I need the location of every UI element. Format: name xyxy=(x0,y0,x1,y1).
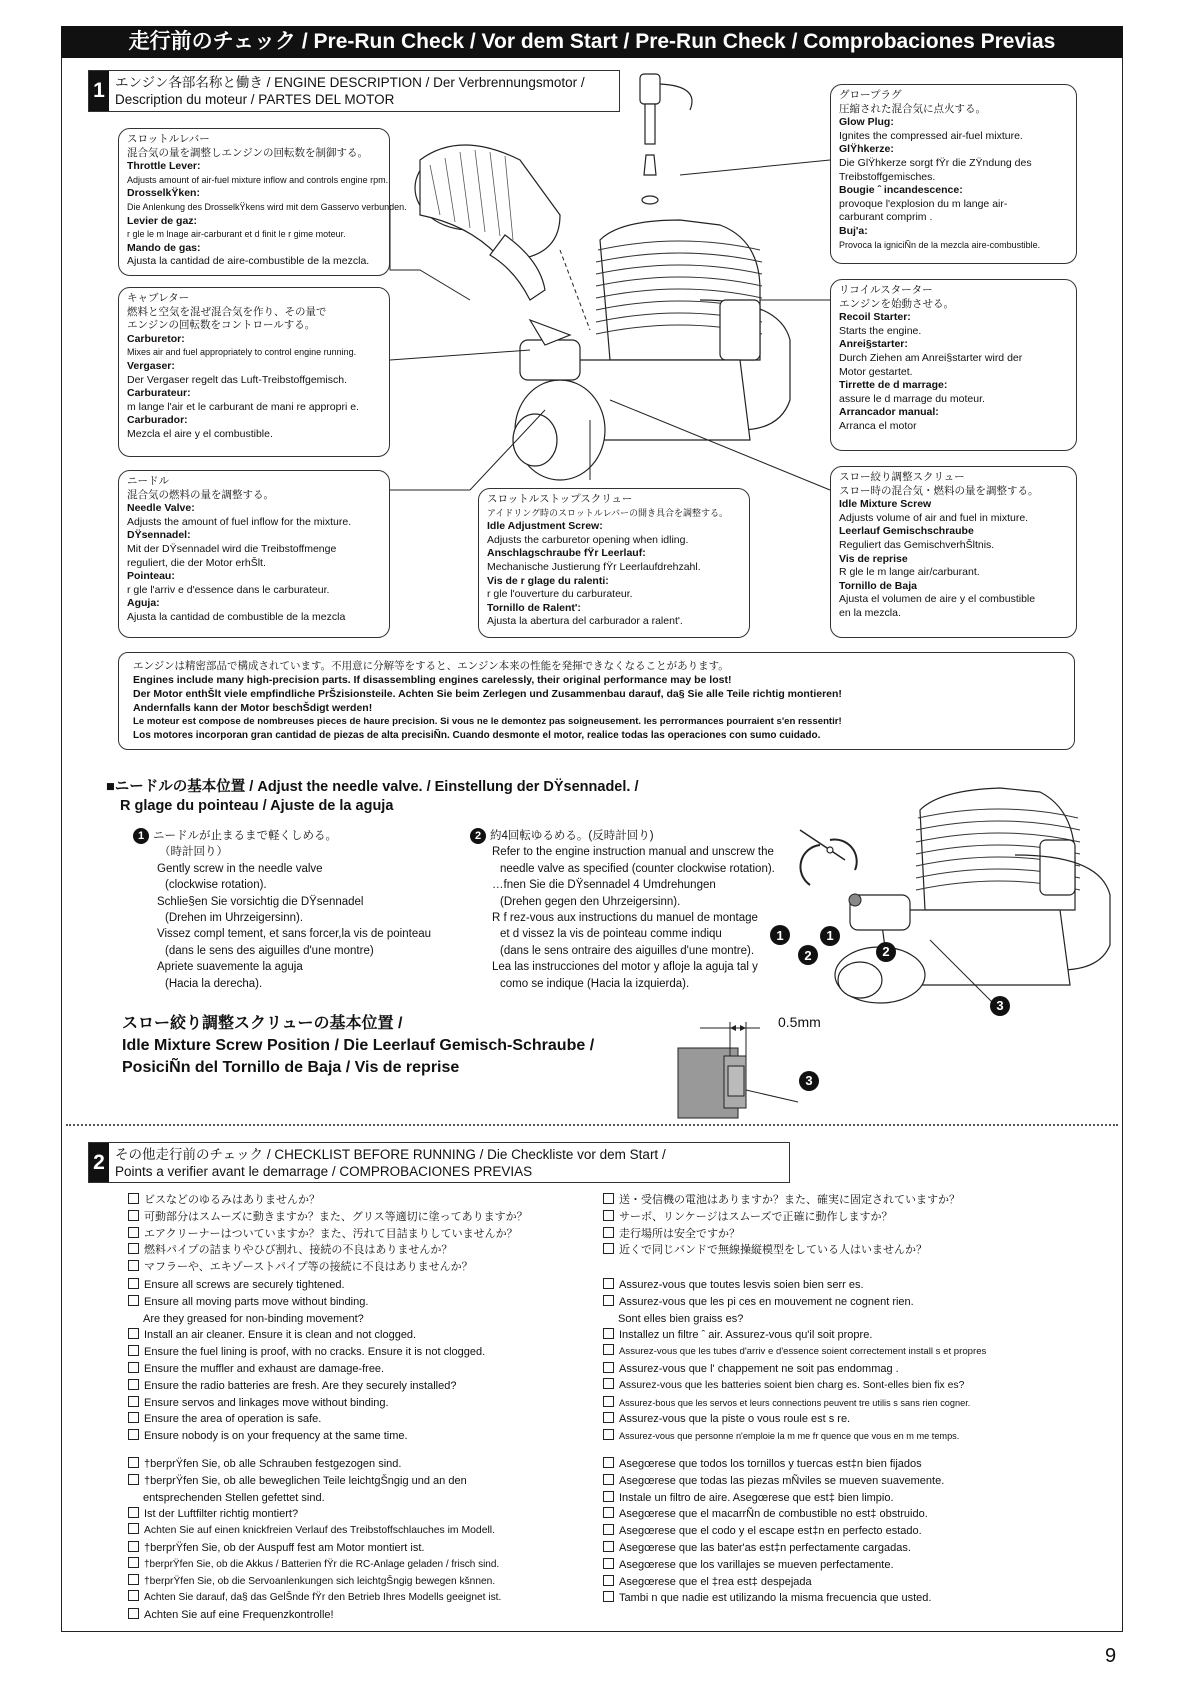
square-bullet-icon: ■ xyxy=(106,779,115,795)
box-line: Glow Plug: xyxy=(839,116,894,129)
checklist-item[interactable] xyxy=(128,1557,501,1574)
warning-line: Los motores incorporan gran cantidad de piezas de alta precisiÑn. Cuando desmonte el motor, realice todas las operaciones con sumo cuidado. xyxy=(133,730,821,741)
box-line: Die GlŸhkerze sorgt fŸr die ZŸndung des xyxy=(839,156,1032,169)
checkbox[interactable] xyxy=(128,1210,139,1221)
needle-valve-box xyxy=(118,470,390,638)
section-title-line: Points a verifier avant le demarrage / COMPROBACIONES PREVIAS xyxy=(115,1164,533,1179)
glow-plug-illustration xyxy=(640,74,692,204)
checklist-text: Sont elles bien graiss es? xyxy=(618,1312,744,1325)
checklist-text: Assurez-vous que la piste o vous roule est s re. xyxy=(619,1413,851,1426)
checklist-item[interactable] xyxy=(603,1523,944,1540)
box-line: Mixes air and fuel appropriately to control engine running. xyxy=(127,347,357,358)
checkbox[interactable] xyxy=(603,1575,614,1586)
box-line: エンジンを始動させる。 xyxy=(839,297,954,310)
checklist-text: ビスなどのゆるみはありませんか？ xyxy=(144,1194,320,1206)
checklist-text: Asegœrese que el macarrÑn de combustible no est‡ obstruido. xyxy=(619,1508,928,1521)
box-line: carburant comprim . xyxy=(839,211,933,224)
step-number-icon: 2 xyxy=(470,828,486,844)
checkbox[interactable] xyxy=(128,1474,139,1485)
idle-mixture-screw-box xyxy=(830,466,1077,638)
needle-header-line: R glage du pointeau / Ajuste de la aguja xyxy=(120,798,394,814)
box-line: r gle le m lnage air-carburant et d finit le r gime moteur. xyxy=(127,229,346,240)
box-line: 混合気の燃料の量を調整する。 xyxy=(127,488,274,501)
checkbox[interactable] xyxy=(603,1243,614,1254)
checklist-text: Assurez-vous que les pi ces en mouvement ne cognent rien. xyxy=(619,1295,914,1308)
checkbox[interactable] xyxy=(603,1227,614,1238)
checkbox[interactable] xyxy=(128,1557,139,1568)
checkbox[interactable] xyxy=(603,1362,614,1373)
box-line: Carburador: xyxy=(127,414,188,427)
checklist-jp-right xyxy=(603,1192,960,1259)
checkbox[interactable] xyxy=(603,1378,614,1389)
checklist-text: エアクリーナーはついていますか？また、汚れて目詰まりしていませんか？ xyxy=(144,1227,518,1240)
checklist-item[interactable] xyxy=(128,1523,501,1540)
checkbox[interactable] xyxy=(128,1457,139,1468)
checklist-text: †berprŸfen Sie, ob die Akkus / Batterien fŸr die RC-Anlage geladen / frisch sind. xyxy=(144,1558,500,1570)
checkbox[interactable] xyxy=(128,1507,139,1518)
checklist-item[interactable] xyxy=(603,1506,944,1523)
checkbox[interactable] xyxy=(128,1278,139,1289)
checklist-text: Assurez-vous que personne n'emploie la m me fr quence que vous en m me temps. xyxy=(619,1431,960,1442)
checklist-item[interactable] xyxy=(603,1361,986,1378)
page-number: 9 xyxy=(1105,1645,1117,1667)
checklist-text: 送・受信機の電池はありますか？また、確実に固定されていますか？ xyxy=(619,1194,960,1206)
step-line: Apriete suavemente la aguja xyxy=(157,961,303,974)
box-line: Levier de gaz: xyxy=(127,214,198,227)
checkbox[interactable] xyxy=(128,1243,139,1254)
step-line: et d vissez la vis de pointeau comme indiqu xyxy=(500,928,722,941)
checkbox[interactable] xyxy=(128,1193,139,1204)
checklist-text: Installez un filtre ˆ air. Assurez-vous qu'il soit propre. xyxy=(619,1329,873,1342)
step-line: (dans le sens des aiguilles d'une montre) xyxy=(165,944,374,957)
checklist-item[interactable] xyxy=(128,1540,501,1557)
box-line: Mechanische Justierung fŸr Leerlaufdrehzahl. xyxy=(487,560,701,573)
step-number-icon: 1 xyxy=(133,828,149,844)
box-line: reguliert, die der Motor erhŠlt. xyxy=(127,556,266,569)
checklist-item[interactable] xyxy=(603,1294,986,1311)
checklist-text: Ensure all screws are securely tightened. xyxy=(144,1279,345,1291)
checklist-item[interactable] xyxy=(128,1411,485,1428)
checklist-text: サーボ、リンケージはスムーズで正確に動作しますか？ xyxy=(619,1210,893,1223)
checkbox[interactable] xyxy=(603,1474,614,1485)
checklist-item[interactable] xyxy=(603,1344,986,1361)
checkbox[interactable] xyxy=(603,1295,614,1306)
box-line: ニードル xyxy=(127,475,169,487)
checklist-item[interactable] xyxy=(603,1590,944,1607)
glow-plug-box xyxy=(830,84,1077,264)
checklist-item[interactable] xyxy=(128,1590,501,1607)
step-line: como se indique (Hacia la izquierda). xyxy=(500,977,690,990)
box-line: Vis de reprise xyxy=(839,552,908,565)
box-line: Idle Mixture Screw xyxy=(839,498,932,511)
warning-box xyxy=(118,652,1075,750)
box-line: r gle l'arriv e d'essence dans le carburateur. xyxy=(127,583,330,596)
checklist-text: Assurez-vous que toutes lesvis soien bien serr es. xyxy=(619,1279,864,1291)
box-line: Arrancador manual: xyxy=(839,406,939,419)
callout-2-label: 2 xyxy=(804,948,812,963)
checkbox[interactable] xyxy=(128,1379,139,1390)
checkbox[interactable] xyxy=(603,1328,614,1339)
step-line: Vissez compl tement, et sans forcer,la vis de pointeau xyxy=(157,928,432,941)
callout-1-label: 1 xyxy=(776,928,784,943)
checklist-item[interactable] xyxy=(128,1192,528,1209)
checklist-text: Ensure the fuel lining is proof, with no cracks. Ensure it is not clogged. xyxy=(144,1346,486,1359)
checkbox[interactable] xyxy=(128,1590,139,1601)
checklist-item[interactable] xyxy=(128,1506,501,1523)
checklist-text: Asegœrese que todas las piezas mÑviles se mueven suavemente. xyxy=(619,1474,945,1487)
box-line: Tirrette de d marrage: xyxy=(839,379,948,392)
checklist-item[interactable] xyxy=(603,1226,960,1243)
air-cleaner-illustration xyxy=(415,145,560,300)
checkbox[interactable] xyxy=(128,1362,139,1373)
checklist-item[interactable] xyxy=(603,1456,944,1473)
checklist-text: Instale un filtro de aire. Asegœrese que est‡ bien limpio. xyxy=(619,1491,894,1504)
box-line: Vergaser: xyxy=(127,359,175,372)
checkbox[interactable] xyxy=(128,1227,139,1238)
checklist-item[interactable] xyxy=(603,1574,944,1591)
box-line: Ajusta el volumen de aire y el combustible xyxy=(839,593,1036,606)
warning-line: エンジンは精密部品で構成されています。不用意に分解等をすると、エンジン本来の性能を発揮できなくなることがあります。 xyxy=(133,660,729,672)
checklist-text: Assurez-bous que les servos et leurs connections peuvent tre utilis s sans rien cogner. xyxy=(619,1397,971,1408)
checklist-item[interactable] xyxy=(603,1557,944,1574)
checkbox[interactable] xyxy=(128,1541,139,1552)
checkbox[interactable] xyxy=(128,1295,139,1306)
box-line: Provoca la igniciÑn de la mezcla aire-combustible. xyxy=(839,239,1041,250)
engine-body-illustration xyxy=(513,220,790,480)
section-title-line: その他走行前のチェック / CHECKLIST BEFORE RUNNING / Die Checkliste vor dem Start / xyxy=(115,1147,666,1162)
checklist-item[interactable] xyxy=(128,1226,528,1243)
checkbox[interactable] xyxy=(603,1412,614,1423)
box-line: Adjusts the amount of fuel inflow for the mixture. xyxy=(127,515,352,528)
checklist-text: Asegœrese que las bater'as est‡n perfectamente cargadas. xyxy=(619,1541,911,1554)
box-line: r gle l'ouverture du carburateur. xyxy=(487,588,633,601)
checklist-fr xyxy=(603,1277,986,1445)
box-line: Aguja: xyxy=(127,597,160,610)
warning-line: Der Motor enthŠlt viele empfindliche PrŠzisionsteile. Achten Sie beim Zerlegen und Zusammenbau darauf, da§ Sie alle Teile richtig montieren! xyxy=(133,688,842,700)
checklist-text: Ensure the muffler and exhaust are damage-free. xyxy=(144,1362,385,1375)
checklist-item[interactable] xyxy=(128,1327,485,1344)
box-line: Recoil Starter: xyxy=(839,311,911,324)
checklist-text: Assurez-vous que l' chappement ne soit pas endommag . xyxy=(619,1362,899,1375)
checklist-text: Install an air cleaner. Ensure it is clean and not clogged. xyxy=(144,1329,417,1342)
needle-header-text: ニードルの基本位置 / Adjust the needle valve. / Einstellung der DŸsennadel. / xyxy=(114,779,639,795)
box-line: Buj'a: xyxy=(839,224,868,237)
box-line: Idle Adjustment Screw: xyxy=(487,520,603,533)
checkbox[interactable] xyxy=(128,1345,139,1356)
checklist-item[interactable] xyxy=(128,1361,485,1378)
step-line: 約4回転ゆるめる。(反時計回り) xyxy=(490,830,654,843)
box-line: Reguliert das GemischverhŠltnis. xyxy=(839,538,995,551)
checklist-text: マフラーや、エキゾーストパイプ等の接続に不良はありませんか？ xyxy=(144,1261,473,1274)
box-line: グロープラグ xyxy=(839,89,902,101)
checklist-text: 燃料パイプの詰まりやひび割れ、接続の不良はありませんか？ xyxy=(144,1244,453,1257)
checklist-text: Achten Sie darauf, da§ das GelŠnde fŸr den Betrieb Ihres Modells geeignet ist. xyxy=(144,1592,502,1604)
box-line: Die Anlenkung des DrosselkŸkens wird mit dem Gasservo verbunden. xyxy=(127,201,407,212)
box-line: アイドリング時のスロットルレバーの開き具合を調整する。 xyxy=(487,507,728,518)
step-line: (clockwise rotation). xyxy=(165,879,267,892)
dimension-label: 0.5mm xyxy=(778,1014,821,1030)
checklist-text: 近くで同じバンドで無線操縦模型をしている人はいませんか？ xyxy=(619,1244,927,1257)
checklist-text: Achten Sie auf eine Frequenzkontrolle! xyxy=(144,1609,334,1622)
checkbox[interactable] xyxy=(603,1344,614,1355)
checklist-item[interactable] xyxy=(603,1473,944,1490)
checklist-item[interactable] xyxy=(128,1456,501,1473)
checkbox[interactable] xyxy=(603,1591,614,1602)
box-line: Adjusts the carburetor opening when idling. xyxy=(487,533,689,546)
step-line: (Hacia la derecha). xyxy=(165,977,263,990)
checkbox[interactable] xyxy=(603,1210,614,1221)
step-line: （時計回り） xyxy=(159,846,228,859)
idle-adjustment-screw-box xyxy=(478,488,750,638)
section-2-title xyxy=(115,1146,785,1180)
checkbox[interactable] xyxy=(128,1396,139,1407)
box-line: Mando de gas: xyxy=(127,241,201,254)
box-line: Adjusts volume of air and fuel in mixture. xyxy=(839,511,1029,524)
step-line: Gently screw in the needle valve xyxy=(157,862,323,875)
box-line: キャブレター xyxy=(127,292,190,304)
box-line: Carburateur: xyxy=(127,387,191,400)
checkbox[interactable] xyxy=(128,1412,139,1423)
checklist-item[interactable] xyxy=(603,1327,986,1344)
box-line: Bougie ˆ incandescence: xyxy=(839,184,963,197)
box-line: Motor gestartet. xyxy=(839,365,913,378)
box-line: m lange l'air et le carburant de mani re appropri e. xyxy=(127,400,359,413)
checklist-text: Asegœrese que el codo y el escape est‡n en perfecto estado. xyxy=(619,1525,922,1538)
step-line: (Drehen gegen den Uhrzeigersinn). xyxy=(500,895,681,908)
checklist-text: Ensure all moving parts move without binding. xyxy=(144,1295,369,1308)
box-line: Carburetor: xyxy=(127,332,185,345)
box-line: Der Vergaser regelt das Luft-Treibstoffgemisch. xyxy=(127,373,348,386)
step-line: …fnen Sie die DŸsennadel 4 Umdrehungen xyxy=(492,879,716,892)
checkbox[interactable] xyxy=(128,1523,139,1534)
screw-position-diagram xyxy=(670,1012,870,1122)
callout-2: 2 xyxy=(876,942,896,962)
checkbox[interactable] xyxy=(128,1328,139,1339)
checkbox[interactable] xyxy=(128,1429,139,1440)
idle-position-line: スロー絞り調整スクリューの基本位置 / xyxy=(122,1015,403,1032)
checklist-item[interactable] xyxy=(603,1490,944,1507)
section-title-line: Description du moteur / PARTES DEL MOTOR xyxy=(115,92,395,107)
recoil-starter-box xyxy=(830,279,1077,451)
step-1 xyxy=(133,828,431,992)
checklist-en xyxy=(128,1277,485,1445)
box-line: Durch Ziehen am Anrei§starter wird der xyxy=(839,351,1023,364)
box-line: Anschlagschraube fŸr Leerlauf: xyxy=(487,547,646,560)
checkbox[interactable] xyxy=(603,1396,614,1407)
box-line: assure le d marrage du moteur. xyxy=(839,392,985,405)
checklist-es xyxy=(603,1456,944,1607)
section-number: 1 xyxy=(89,71,109,111)
checklist-text: Tambi n que nadie est utilizando la misma frecuencia que usted. xyxy=(619,1592,932,1605)
box-line: Ajusta la cantidad de aire-combustible de la mezcla. xyxy=(127,255,370,268)
checklist-item[interactable] xyxy=(603,1192,960,1209)
section-2-header xyxy=(88,1142,790,1183)
checkbox[interactable] xyxy=(603,1524,614,1535)
box-line: 燃料と空気を混ぜ混合気を作り、その量で xyxy=(127,305,327,318)
step-2 xyxy=(470,828,775,992)
checklist-text: 可動部分はスムーズに動きますか？また、グリス等適切に塗ってありますか？ xyxy=(144,1210,528,1223)
box-line: Throttle Lever: xyxy=(127,160,201,173)
checklist-item[interactable] xyxy=(128,1607,501,1624)
box-line: DŸsennadel: xyxy=(127,529,191,542)
page-title: 走行前のチェック / Pre-Run Check / Vor dem Start / Pre-Run Check / Comprobaciones Previas xyxy=(61,26,1123,58)
checklist-text: Ensure servos and linkages move without binding. xyxy=(144,1396,389,1409)
checklist-text: Assurez-vous que les tubes d'arriv e d'essence soient correctement install s et propres xyxy=(619,1346,987,1358)
checklist-text: 走行場所は安全ですか？ xyxy=(619,1227,740,1240)
checklist-item[interactable] xyxy=(128,1294,485,1311)
warning-line: Engines include many high-precision parts. If disassembling engines carelessly, their original performance may be lost! xyxy=(133,674,732,686)
checklist-text: Ist der Luftfilter richtig montiert? xyxy=(144,1508,299,1521)
step-line: (Drehen im Uhrzeigersinn). xyxy=(165,912,304,925)
checkbox[interactable] xyxy=(603,1193,614,1204)
box-line: Treibstoffgemisches. xyxy=(839,170,936,183)
checklist-text: Ensure the area of operation is safe. xyxy=(144,1413,322,1426)
box-line: スロー時の混合気・燃料の量を調整する。 xyxy=(839,484,1039,497)
checklist-item[interactable] xyxy=(603,1277,986,1294)
throttle-lever-box xyxy=(118,128,407,276)
box-line: DrosselkŸken: xyxy=(127,187,200,200)
step-line: R f rez-vous aux instructions du manuel de montage xyxy=(492,912,758,925)
callout-3-lower: 3 xyxy=(799,1071,819,1091)
checklist-jp-left xyxy=(128,1192,528,1276)
warning-line: Le moteur est compose de nombreuses pieces de haure precision. Si vous ne le demontez pas soigneusement. les perrormances pourraient s'en ressentir! xyxy=(133,716,842,727)
checklist-text: entsprechenden Stellen gefettet sind. xyxy=(143,1491,325,1504)
idle-position-line: PosiciÑn del Tornillo de Baja / Vis de reprise xyxy=(122,1059,460,1076)
checklist-item[interactable] xyxy=(603,1411,986,1428)
leader-lines xyxy=(560,250,590,330)
box-line: 圧縮された混合気に点火する。 xyxy=(839,102,986,115)
callout-1: 1 xyxy=(820,926,840,946)
checkbox[interactable] xyxy=(603,1278,614,1289)
checklist-item[interactable] xyxy=(603,1209,960,1226)
box-line: Vis de r glage du ralenti: xyxy=(487,574,609,587)
box-line: Pointeau: xyxy=(127,570,175,583)
checklist-item[interactable] xyxy=(603,1395,986,1412)
box-line: スロットルレバー xyxy=(127,133,210,145)
checklist-item[interactable] xyxy=(128,1259,528,1276)
checklist-item[interactable] xyxy=(128,1574,501,1591)
box-line: 混合気の量を調整しエンジンの回転数を制御する。 xyxy=(127,146,368,159)
step-line: Lea las instrucciones del motor y afloje la aguja tal y xyxy=(492,961,758,974)
box-line: Ajusta la cantidad de combustible de la mezcla xyxy=(127,610,346,623)
checklist-text: Asegœrese que los varillajes se mueven perfectamente. xyxy=(619,1558,894,1571)
section-divider xyxy=(66,1124,1118,1126)
carburetor-box xyxy=(118,287,390,457)
box-line: Adjusts amount of air-fuel mixture inflow and controls engine rpm. xyxy=(127,174,389,185)
checklist-item[interactable] xyxy=(603,1540,944,1557)
box-line: Tornillo de Baja xyxy=(839,579,917,592)
box-line: エンジンの回転数をコントロールする。 xyxy=(127,319,316,332)
checklist-text: Achten Sie auf einen knickfreien Verlauf des Treibstoffschlauches im Modell. xyxy=(144,1525,495,1537)
checklist-item[interactable] xyxy=(603,1242,960,1259)
box-line: Leerlauf Gemischschraube xyxy=(839,525,974,538)
needle-adjust-illustration xyxy=(776,770,1140,1010)
checklist-text: Ensure the radio batteries are fresh. Are they securely installed? xyxy=(144,1379,457,1392)
checklist-text: Are they greased for non-binding movement? xyxy=(143,1312,364,1325)
checkbox[interactable] xyxy=(603,1457,614,1468)
checkbox[interactable] xyxy=(603,1558,614,1569)
step-line: Refer to the engine instruction manual and unscrew the xyxy=(492,846,774,859)
needle-adjust-header xyxy=(106,778,638,816)
box-line: Ignites the compressed air-fuel mixture. xyxy=(839,129,1023,142)
checkbox[interactable] xyxy=(128,1574,139,1585)
idle-position-line: Idle Mixture Screw Position / Die Leerlauf Gemisch-Schraube / xyxy=(122,1037,595,1054)
checklist-item[interactable] xyxy=(128,1378,485,1395)
idle-mixture-position-header xyxy=(122,1013,594,1079)
box-line: Anrei§starter: xyxy=(839,338,908,351)
checklist-item[interactable] xyxy=(128,1277,485,1294)
checklist-text: Ensure nobody is on your frequency at the same time. xyxy=(144,1430,408,1443)
step-line: (dans le sens ontraire des aiguilles d'une montre). xyxy=(500,944,755,957)
checklist-item[interactable] xyxy=(128,1209,528,1226)
box-line: Needle Valve: xyxy=(127,502,195,515)
box-line: GlŸhkerze: xyxy=(839,143,894,156)
box-line: en la mezcla. xyxy=(839,606,901,619)
checklist-text: Asegœrese que el ‡rea est‡ despejada xyxy=(619,1575,812,1588)
box-line: リコイルスターター xyxy=(839,284,933,296)
checklist-text: †berprŸfen Sie, ob der Auspuff fest am Motor montiert ist. xyxy=(144,1541,425,1554)
checkbox[interactable] xyxy=(128,1260,139,1271)
step-line: Schlie§en Sie vorsichtig die DŸsennadel xyxy=(157,895,364,908)
checklist-text: †berprŸfen Sie, ob die Servoanlenkungen sich leichtgŠngig bewegen kšnnen. xyxy=(144,1575,496,1587)
step-line: ニードルが止まるまで軽くしめる。 xyxy=(153,830,337,843)
checklist-item[interactable] xyxy=(128,1428,485,1445)
section-title-line: エンジン各部名称と働き / ENGINE DESCRIPTION / Der Verbrennungsmotor / xyxy=(115,75,585,90)
box-line: Starts the engine. xyxy=(839,324,922,337)
checklist-de xyxy=(128,1456,501,1624)
checklist-text: †berprŸfen Sie, ob alle Schrauben festgezogen sind. xyxy=(144,1458,402,1470)
box-line: R gle le m lange air/carburant. xyxy=(839,566,980,579)
checklist-text: †berprŸfen Sie, ob alle beweglichen Teile leichtgŠngig und an den xyxy=(144,1474,467,1487)
checkbox[interactable] xyxy=(603,1507,614,1518)
box-line: スロー絞り調整スクリュー xyxy=(839,471,965,483)
box-line: Mezcla el aire y el combustible. xyxy=(127,427,273,440)
warning-line: Andernfalls kann der Motor beschŠdigt werden! xyxy=(133,702,373,714)
box-line: Arranca el motor xyxy=(839,419,917,432)
box-line: Mit der DŸsennadel wird die Treibstoffmenge xyxy=(127,542,337,555)
checklist-text: Asegœrese que todos los tornillos y tuercas est‡n bien fijados xyxy=(619,1458,922,1470)
needle-header-line xyxy=(106,778,638,797)
checklist-item[interactable] xyxy=(128,1344,485,1361)
checklist-item[interactable] xyxy=(603,1428,986,1445)
box-line: スロットルストップスクリュー xyxy=(487,493,633,505)
box-line: provoque l'explosion du m lange air- xyxy=(839,197,1008,210)
step-line: needle valve as specified (counter clockwise rotation). xyxy=(500,862,775,875)
callout-3: 3 xyxy=(990,996,1010,1016)
box-line: Tornillo de Ralent': xyxy=(487,601,581,614)
checkbox[interactable] xyxy=(603,1429,614,1440)
checkbox[interactable] xyxy=(603,1491,614,1502)
checklist-text: Assurez-vous que les batteries soient bien charg es. Sont-elles bien fix es? xyxy=(619,1379,965,1391)
checkbox[interactable] xyxy=(603,1541,614,1552)
box-line: Ajusta la abertura del carburador a ralent'. xyxy=(487,615,683,628)
checklist-item[interactable] xyxy=(128,1395,485,1412)
checklist-item[interactable] xyxy=(128,1473,501,1490)
checkbox[interactable] xyxy=(128,1608,139,1619)
checklist-item[interactable] xyxy=(128,1242,528,1259)
checklist-item[interactable] xyxy=(603,1378,986,1395)
section-number: 2 xyxy=(89,1143,109,1182)
